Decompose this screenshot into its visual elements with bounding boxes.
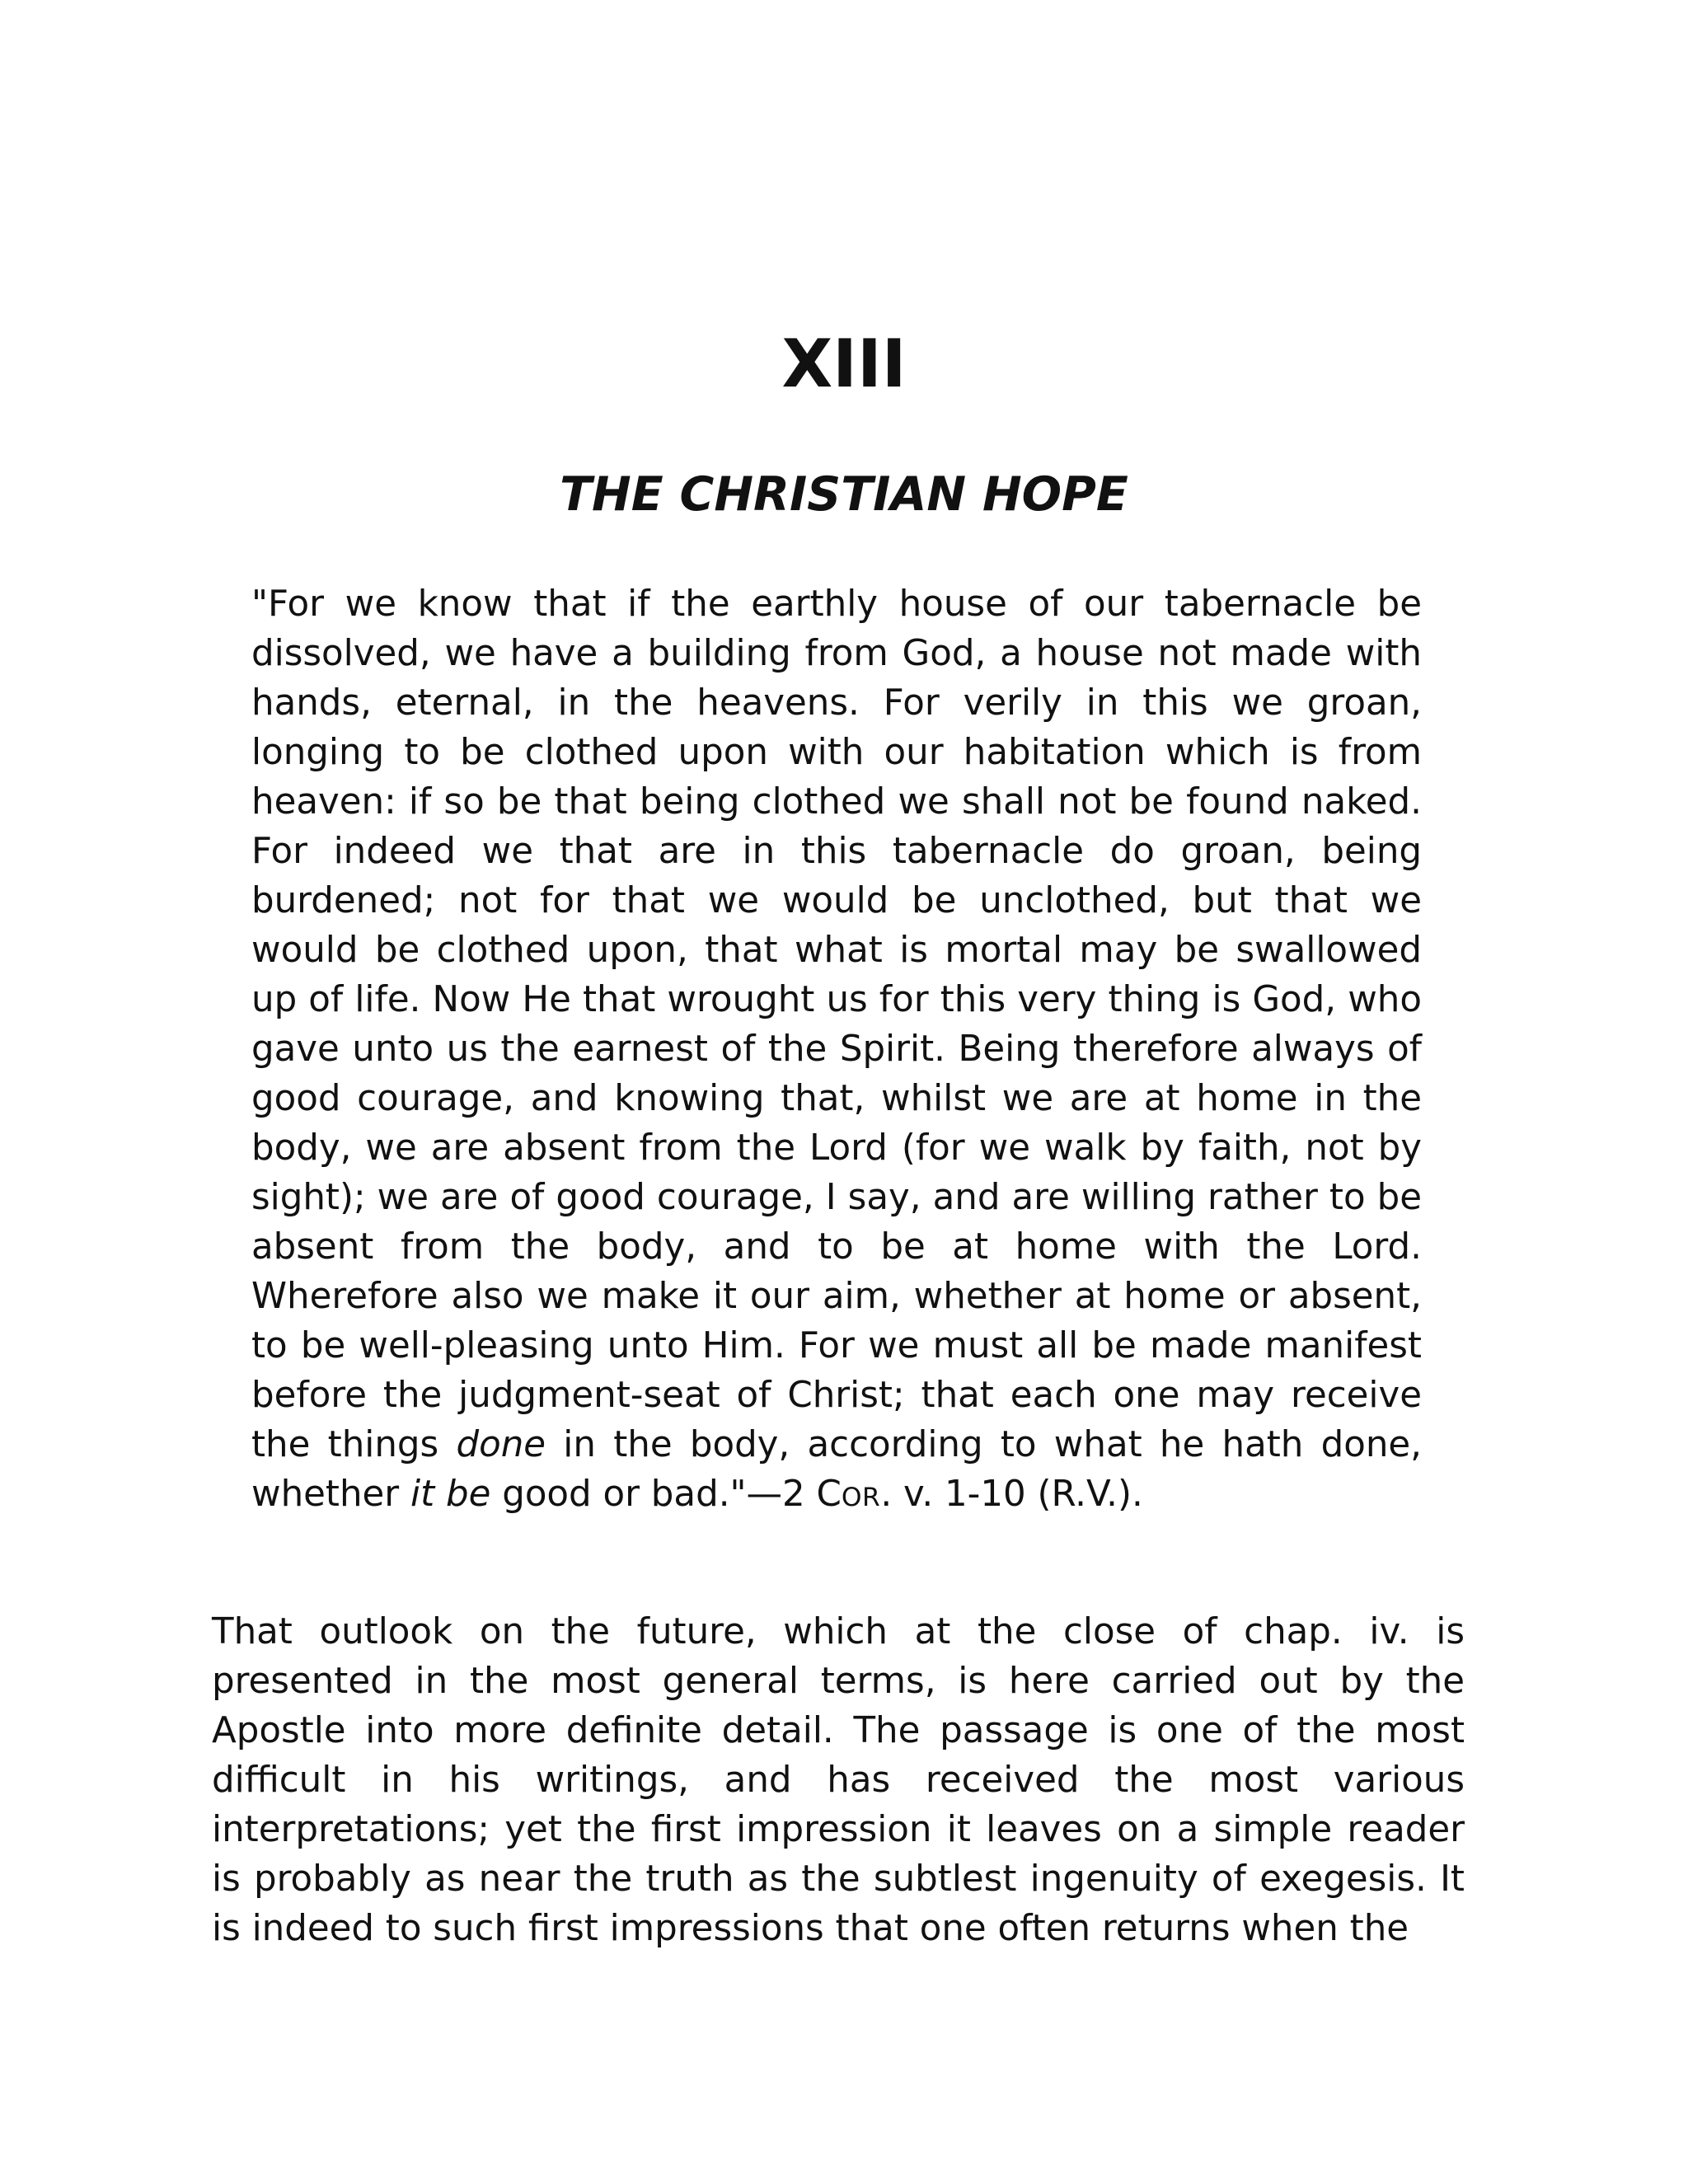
epigraph-text-2: in the body, according to what he hath done, whether [251,1424,1422,1515]
body-paragraph: That outlook on the future, which at the close of chap. iv. is presented in the most general terms, is here carried out by the Apostle into more definite detail. The passage is one of the most difficult in his writings, and has received the most various interpretations; yet the first impression it leaves on a simple reader is probably as near the truth as the subtlest ingenuity of exegesis. It is indeed to such first impressions that one often returns when the [212,1611,1465,1949]
epigraph-italic-done: done [456,1424,546,1465]
chapter-title: THE CHRISTIAN HOPE [560,467,1128,522]
epigraph-smallcaps: OR [841,1483,881,1512]
epigraph-text-3: good or bad."—2 C [490,1474,842,1515]
epigraph-italic-it-be: it be [410,1474,491,1515]
chapter-number: XIII [781,326,907,402]
epigraph-text-1: "For we know that if the earthly house of our tabernacle be dissolved, we have a building from God, a house not made with hands, eternal, in the heavens. For verily in this we groan, longing to be clothed upon with our habitation which is from heaven: if so be that being clothed we shall not be found naked. For indeed we that are in this tabernacle do groan, being burdened; not for that we would be unclothed, but that we would be clothed upon, that what is mortal may be swallowed up of life. Now He that wrought us for this very thing is God, who gave unto us the earnest of the Spirit. Being therefore always of good courage, and knowing that, whilst we are at home in the body, we are absent from the Lord (for we walk by faith, not by sight); we are of good courage, I say, and are willing rather to be absent from the body, and to be at home with the Lord. Wherefore also we make it our aim, whether at home or absent, to be well-pleasing unto Him. For we must all be made manifest before the judgment-seat of Christ; that each one may receive the things [251,583,1422,1465]
epigraph-text-4: . v. 1-10 (R.V.). [880,1474,1143,1515]
epigraph-quote [251,579,1422,1522]
